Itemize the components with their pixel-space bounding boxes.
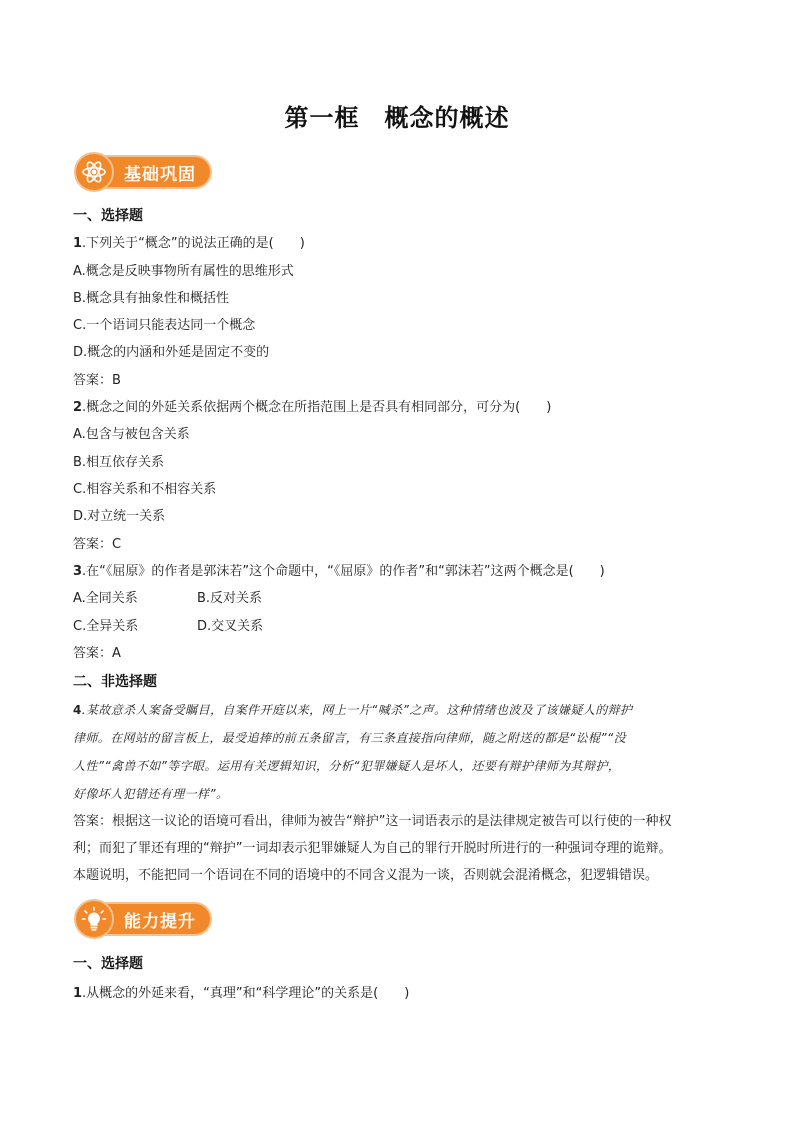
question-4-line-4: 好像坏人犯错还有理一样”。 [73, 787, 229, 801]
section-badge-basic [74, 151, 212, 193]
question-3-option-a: A.全同关系 [73, 591, 138, 606]
question-4-line-2: 律师。在网站的留言板上，最受追捧的前五条留言，有三条直接指向律师，随之附送的都是“讼棍”“没 [73, 731, 627, 745]
question-3-answer: 答案：A [73, 646, 121, 661]
question-stem-text: .下列关于“概念”的说法正确的是( ) [82, 236, 305, 251]
question-3-stem [73, 563, 605, 581]
part-heading-non-choice: 二、非选择题 [73, 674, 157, 690]
lightbulb-icon [74, 899, 114, 939]
atom-icon [74, 152, 114, 192]
question-4-answer-line-2: 利；而犯了罪还有理的“辩护”一词却表示犯罪嫌疑人为自己的罪行开脱时所进行的一种强词夺理的诡辩。 [73, 841, 672, 856]
question-number: 2 [73, 400, 83, 415]
question-stem-text: .从概念的外延来看，“真理”和“科学理论”的关系是( ) [82, 986, 410, 1001]
question-number: 4 [73, 703, 82, 717]
section-badge-label: 基础巩固 [100, 155, 212, 189]
question-2-option-b: B.相互依存关系 [73, 455, 165, 470]
question-2-option-a: A.包含与被包含关系 [73, 427, 190, 442]
question-4-line-3: 人性”“禽兽不如”等字眼。运用有关逻辑知识，分析“犯罪嫌疑人是坏人，还要有辩护律师为其辩护， [73, 759, 621, 773]
question-3-option-d: D.交叉关系 [197, 619, 264, 634]
question-2-option-d: D.对立统一关系 [73, 509, 166, 524]
question-1-option-a: A.概念是反映事物所有属性的思维形式 [73, 264, 294, 279]
question-1-stem [73, 235, 305, 253]
question-1-option-b: B.概念具有抽象性和概括性 [73, 291, 230, 306]
question-3-option-b: B.反对关系 [197, 591, 263, 606]
question-number: 1 [73, 986, 83, 1001]
section-badge-advanced [74, 898, 212, 940]
question-stem-text: .概念之间的外延关系依据两个概念在所指范围上是否具有相同部分，可分为( ) [82, 400, 552, 415]
question-stem-text: .在“《屈原》的作者是郭沫若”这个命题中，“《屈原》的作者”和“郭沫若”这两个概念是( ) [82, 564, 605, 579]
question-4-text: .某故意杀人案备受瞩目，自案件开庭以来，网上一片“喊杀”之声。这种情绪也波及了该嫌疑人的辩护 [81, 703, 633, 717]
question-4-answer-line-1: 答案：根据这一议论的语境可看出，律师为被告“辩护”这一词语表示的是法律规定被告可以行使的一种权 [73, 814, 672, 829]
question-2-answer: 答案：C [73, 537, 122, 552]
part-heading-choice: 一、选择题 [73, 956, 143, 972]
question-number: 3 [73, 564, 83, 579]
question-2-stem [73, 399, 551, 417]
question-3-options-row-2 [73, 618, 264, 636]
section-badge-label: 能力提升 [100, 902, 212, 936]
question-1-answer: 答案：B [73, 373, 121, 388]
question-number: 1 [73, 236, 83, 251]
part-heading-choice: 一、选择题 [73, 208, 143, 224]
question-4-answer-line-3: 本题说明，不能把同一个语词在不同的语境中的不同含义混为一谈，否则就会混淆概念，犯逻辑错误。 [73, 868, 659, 883]
question-3-option-c: C.全异关系 [73, 619, 139, 634]
question-1-option-d: D.概念的内涵和外延是固定不变的 [73, 345, 270, 360]
question-1-stem [73, 985, 409, 1003]
question-4-line-1 [73, 701, 632, 719]
question-1-option-c: C.一个语词只能表达同一个概念 [73, 318, 256, 333]
question-3-options-row-1 [73, 590, 263, 608]
page-title: 第一框 概念的概述 [284, 103, 510, 132]
question-2-option-c: C.相容关系和不相容关系 [73, 482, 217, 497]
